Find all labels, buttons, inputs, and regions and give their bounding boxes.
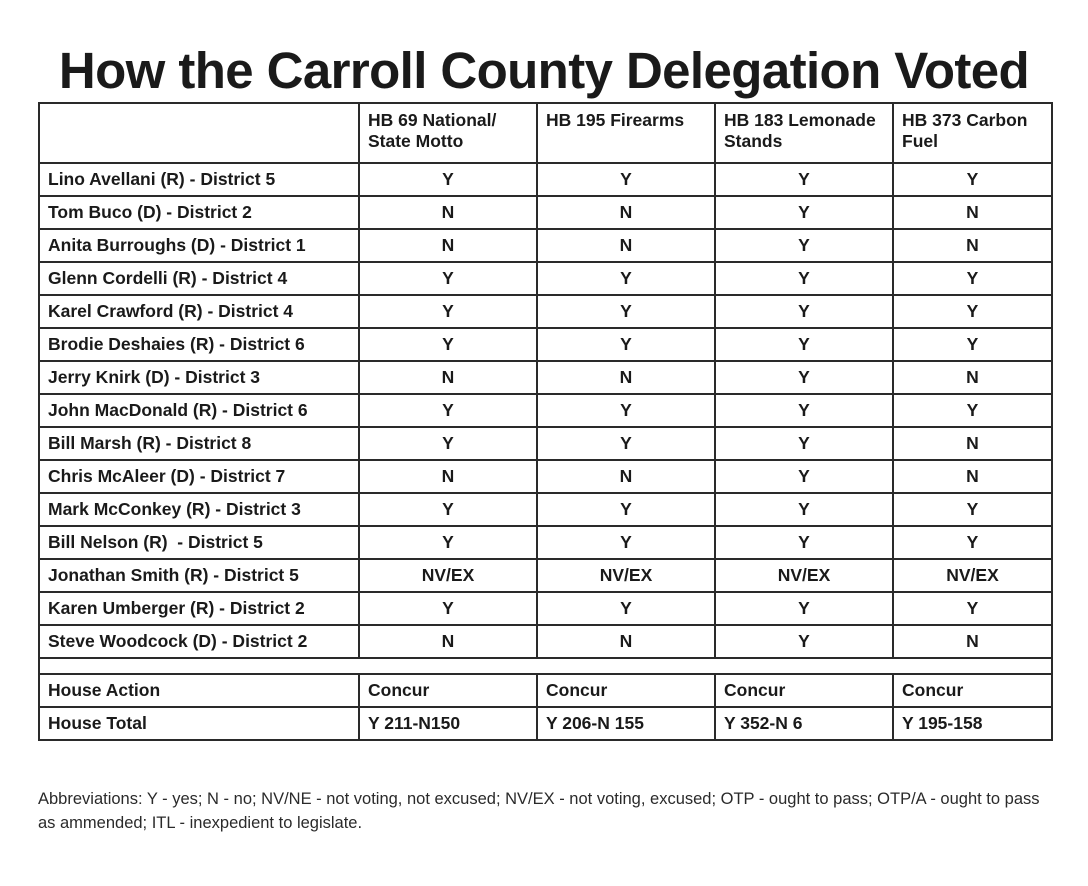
vote-cell: N: [893, 229, 1052, 262]
vote-cell: NV/EX: [715, 559, 893, 592]
vote-cell: N: [893, 196, 1052, 229]
table-row: [39, 328, 1052, 361]
vote-cell: N: [537, 625, 715, 658]
member-name: Jonathan Smith (R) - District 5: [39, 559, 359, 592]
member-name: Glenn Cordelli (R) - District 4: [39, 262, 359, 295]
vote-cell: N: [359, 361, 537, 394]
vote-cell: Y: [715, 493, 893, 526]
vote-cell: Y: [715, 427, 893, 460]
abbreviations-note: Abbreviations: Y - yes; N - no; NV/NE - not voting, not excused; NV/EX - not voting, excused; OTP - ought to pass; OTP/A - ought to pass as ammended; ITL - inexpedient to legislate.: [38, 790, 1040, 832]
vote-cell: Y: [537, 163, 715, 196]
vote-cell: Y: [715, 592, 893, 625]
table-row: [39, 295, 1052, 328]
vote-cell: Y: [893, 328, 1052, 361]
vote-cell: Y: [715, 196, 893, 229]
member-name: Bill Marsh (R) - District 8: [39, 427, 359, 460]
summary-label: House Total: [39, 707, 359, 740]
vote-cell: Y: [359, 493, 537, 526]
vote-cell: Y: [359, 295, 537, 328]
page-title: How the Carroll County Delegation Voted: [58, 42, 1030, 99]
vote-cell: Y: [359, 328, 537, 361]
member-name: Jerry Knirk (D) - District 3: [39, 361, 359, 394]
member-name: Anita Burroughs (D) - District 1: [39, 229, 359, 262]
table-row: [39, 460, 1052, 493]
vote-cell: Y: [537, 427, 715, 460]
member-name: Bill Nelson (R) - District 5: [39, 526, 359, 559]
member-name: Brodie Deshaies (R) - District 6: [39, 328, 359, 361]
house-action-row: [39, 674, 1052, 707]
vote-cell: Y: [359, 526, 537, 559]
vote-cell: Y: [359, 394, 537, 427]
vote-cell: Y: [893, 163, 1052, 196]
bill-header-hb183: HB 183 Lemonade Stands: [715, 103, 893, 163]
table-row: [39, 361, 1052, 394]
vote-cell: Y: [537, 526, 715, 559]
table-row: [39, 625, 1052, 658]
summary-cell: Y 352-N 6: [715, 707, 893, 740]
vote-cell: N: [537, 460, 715, 493]
vote-cell: Y: [537, 493, 715, 526]
vote-cell: NV/EX: [893, 559, 1052, 592]
summary-cell: Concur: [715, 674, 893, 707]
vote-cell: N: [893, 625, 1052, 658]
vote-cell: Y: [537, 295, 715, 328]
table-row: [39, 526, 1052, 559]
bill-header-hb69: HB 69 National/ State Motto: [359, 103, 537, 163]
vote-cell: N: [359, 196, 537, 229]
vote-cell: N: [537, 229, 715, 262]
summary-cell: Concur: [537, 674, 715, 707]
member-name: Lino Avellani (R) - District 5: [39, 163, 359, 196]
member-name: John MacDonald (R) - District 6: [39, 394, 359, 427]
vote-cell: Y: [537, 592, 715, 625]
table-header-row: [39, 103, 1052, 163]
vote-cell: N: [893, 361, 1052, 394]
vote-cell: Y: [359, 592, 537, 625]
vote-cell: Y: [715, 460, 893, 493]
table-row: [39, 196, 1052, 229]
vote-cell: N: [537, 196, 715, 229]
summary-cell: Concur: [359, 674, 537, 707]
vote-cell: Y: [893, 295, 1052, 328]
summary-cell: Concur: [893, 674, 1052, 707]
summary-cell: Y 195-158: [893, 707, 1052, 740]
vote-cell: Y: [537, 262, 715, 295]
vote-cell: NV/EX: [537, 559, 715, 592]
table-row: [39, 163, 1052, 196]
vote-cell: NV/EX: [359, 559, 537, 592]
vote-cell: N: [537, 361, 715, 394]
vote-table: [38, 102, 1053, 741]
table-row: [39, 427, 1052, 460]
vote-cell: N: [359, 229, 537, 262]
vote-cell: Y: [537, 328, 715, 361]
table-row: [39, 559, 1052, 592]
vote-cell: Y: [715, 526, 893, 559]
vote-cell: N: [359, 460, 537, 493]
header-corner-cell: [39, 103, 359, 163]
vote-cell: Y: [537, 394, 715, 427]
vote-cell: Y: [715, 328, 893, 361]
vote-cell: N: [893, 460, 1052, 493]
table-row: [39, 493, 1052, 526]
vote-cell: Y: [359, 262, 537, 295]
table-row: [39, 592, 1052, 625]
house-total-row: [39, 707, 1052, 740]
vote-cell: Y: [715, 163, 893, 196]
vote-cell: Y: [715, 229, 893, 262]
member-name: Karel Crawford (R) - District 4: [39, 295, 359, 328]
spacer-cell: [39, 658, 1052, 674]
vote-cell: Y: [715, 625, 893, 658]
member-name: Karen Umberger (R) - District 2: [39, 592, 359, 625]
vote-cell: Y: [893, 526, 1052, 559]
summary-label: House Action: [39, 674, 359, 707]
vote-cell: Y: [715, 394, 893, 427]
bill-header-hb195: HB 195 Firearms: [537, 103, 715, 163]
table-row: [39, 229, 1052, 262]
member-name: Chris McAleer (D) - District 7: [39, 460, 359, 493]
vote-cell: Y: [893, 592, 1052, 625]
summary-cell: Y 206-N 155: [537, 707, 715, 740]
vote-cell: Y: [715, 361, 893, 394]
table-row: [39, 394, 1052, 427]
vote-cell: Y: [715, 295, 893, 328]
vote-cell: N: [359, 625, 537, 658]
member-name: Steve Woodcock (D) - District 2: [39, 625, 359, 658]
bill-header-hb373: HB 373 Carbon Fuel: [893, 103, 1052, 163]
vote-cell: Y: [359, 163, 537, 196]
vote-cell: Y: [715, 262, 893, 295]
member-name: Mark McConkey (R) - District 3: [39, 493, 359, 526]
member-name: Tom Buco (D) - District 2: [39, 196, 359, 229]
summary-cell: Y 211-N150: [359, 707, 537, 740]
vote-cell: Y: [359, 427, 537, 460]
table-row: [39, 262, 1052, 295]
vote-cell: Y: [893, 493, 1052, 526]
vote-cell: N: [893, 427, 1052, 460]
vote-cell: Y: [893, 262, 1052, 295]
table-spacer-row: [39, 658, 1052, 674]
vote-cell: Y: [893, 394, 1052, 427]
